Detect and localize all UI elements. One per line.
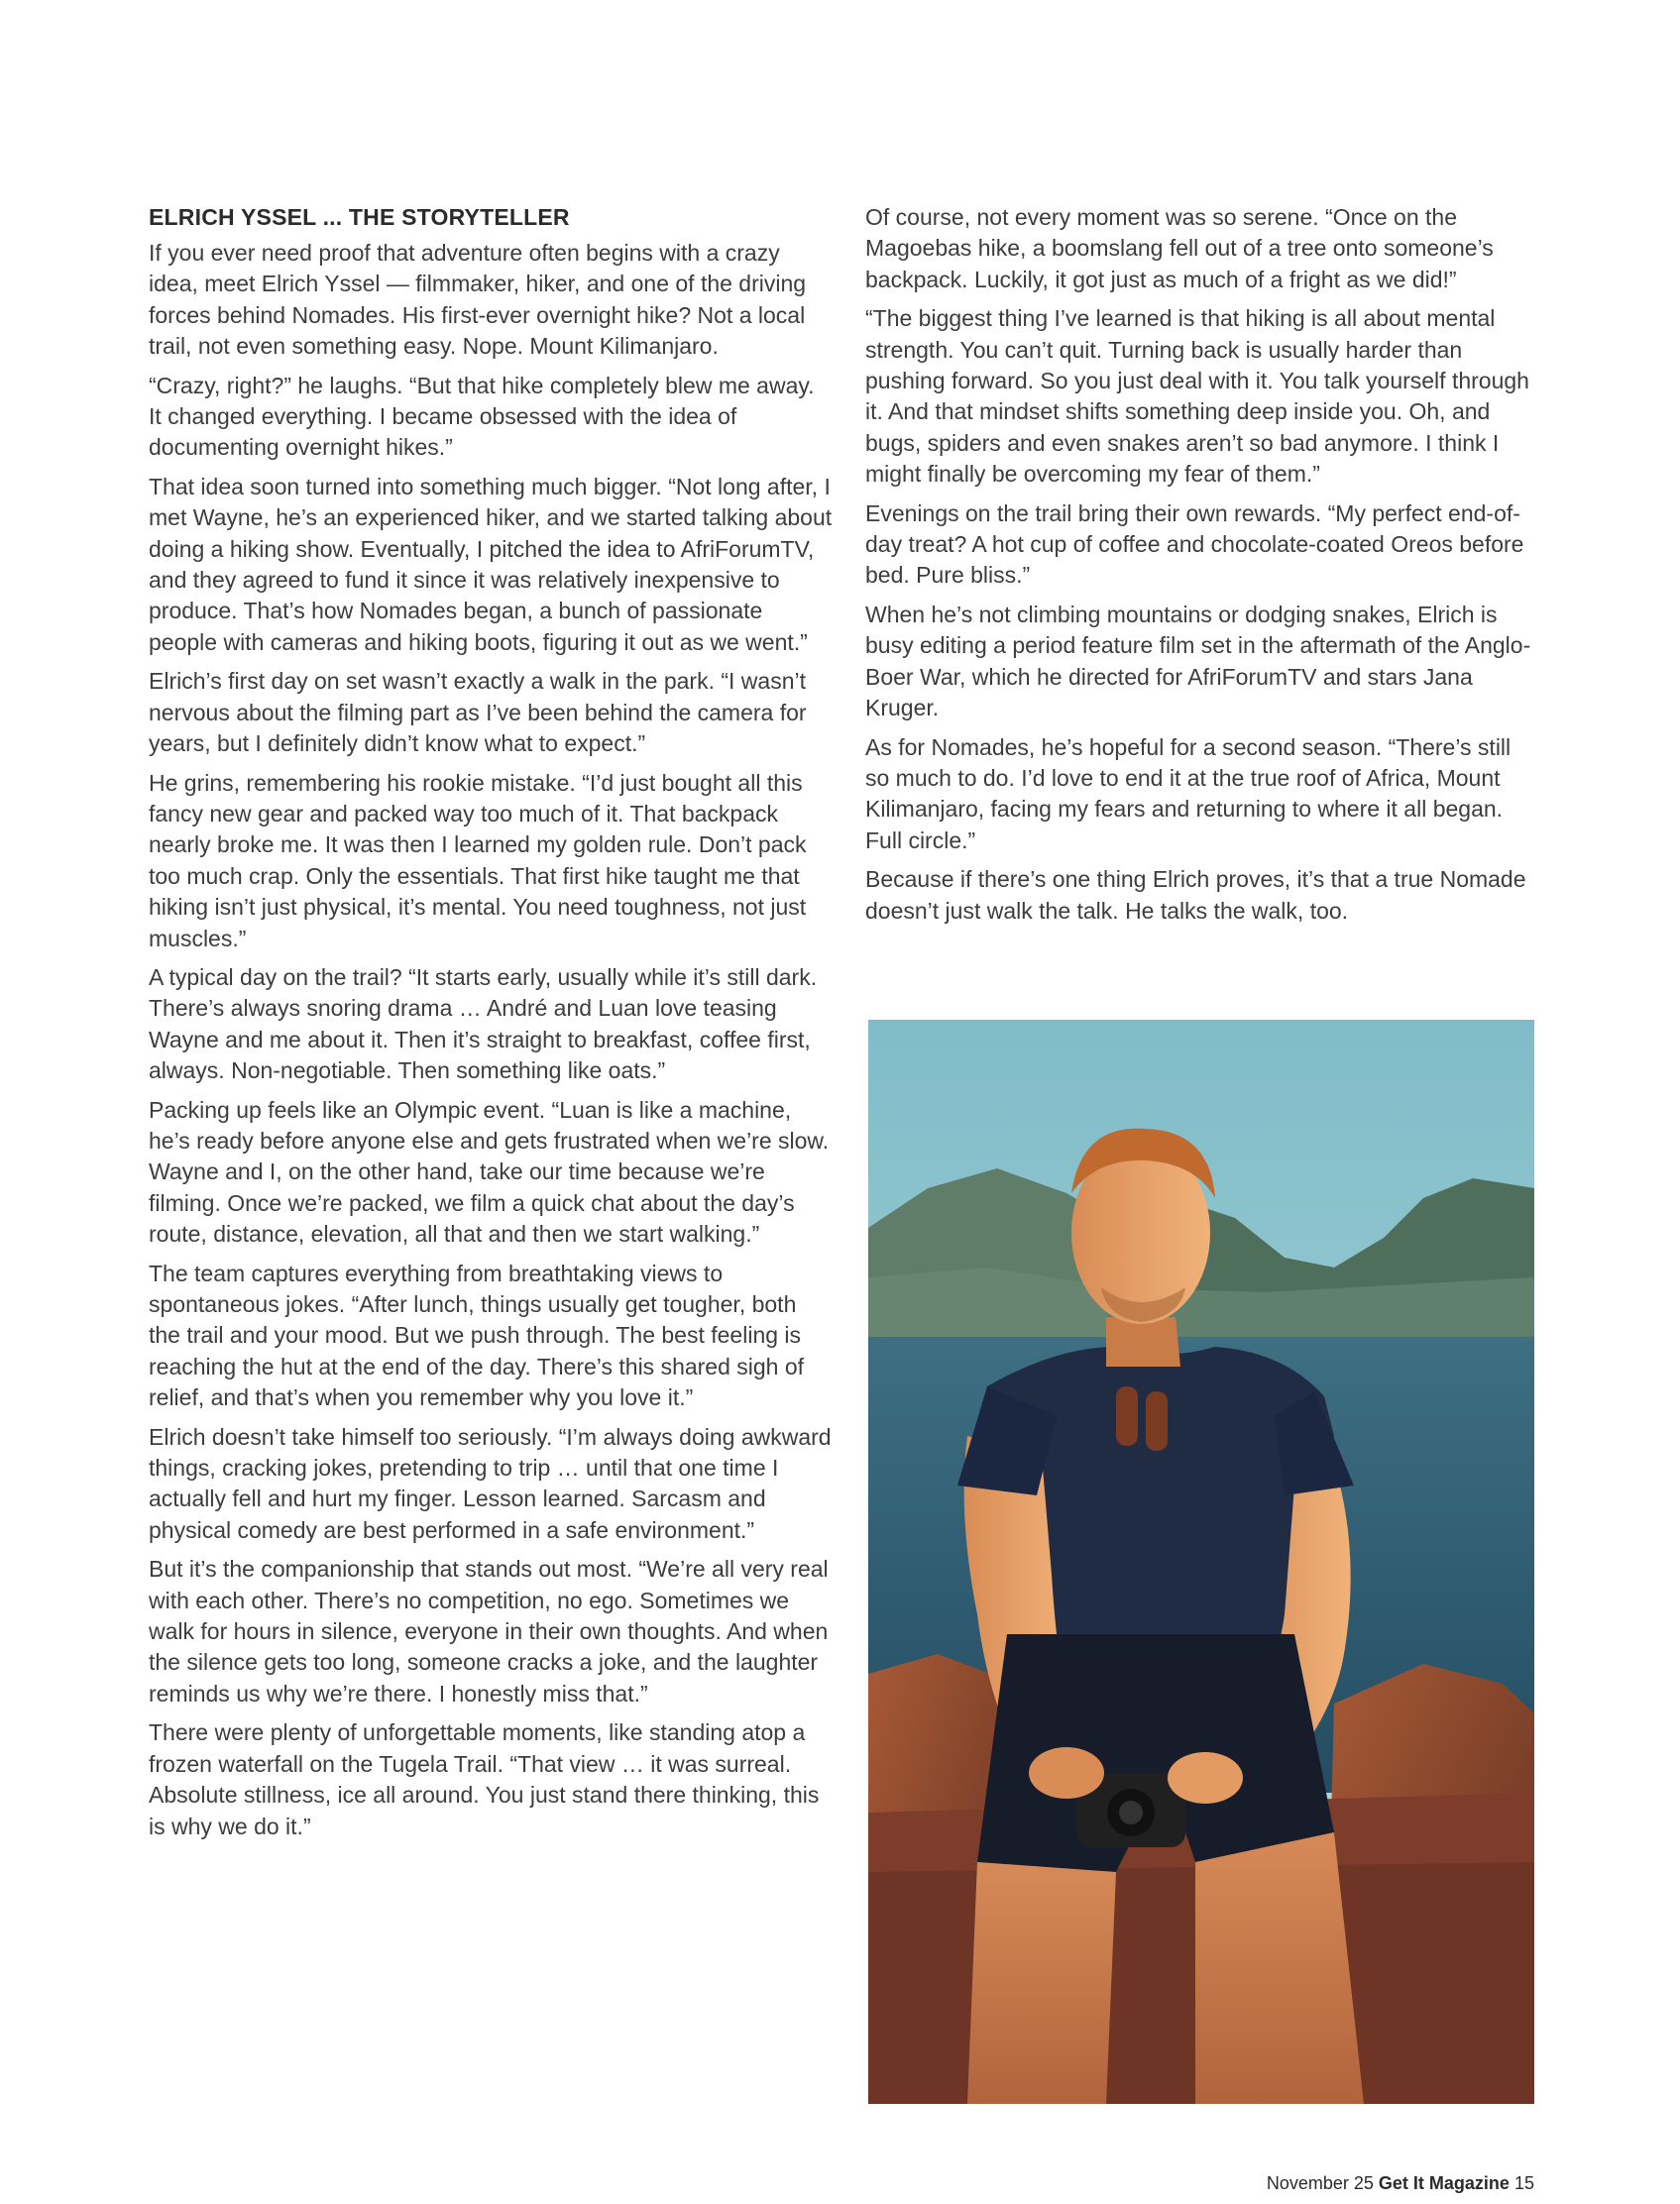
article-paragraph: Elrich doesn’t take himself too seriously. “I’m always doing awkward things, cracking jokes, pretending to trip … until that one time I actually fell and hurt my finger. Lesson learned. Sarcasm and physical comedy are best performed in a safe environment.”	[149, 1423, 832, 1543]
article-paragraph: Packing up feels like an Olympic event. “Luan is like a machine, he’s ready before anyone else and gets frustrated when we’re slow. Wayne and I, on the other hand, take our time because we’re filming. Once we’re packed, we film a quick chat about the day’s route, distance, elevation, all that and then we start walking.”	[149, 1096, 830, 1248]
portrait-illustration	[868, 1020, 1534, 2104]
article-paragraph: Elrich’s first day on set wasn’t exactly a walk in the park. “I wasn’t nervous about the filming part as I’ve been behind the camera for years, but I definitely didn’t know what to expect.”	[149, 668, 807, 757]
article-paragraph: “Crazy, right?” he laughs. “But that hike completely blew me away. It changed everything. I became obsessed with the idea of documenting overnight hikes.”	[149, 372, 815, 461]
article-paragraph: He grins, remembering his rookie mistake. “I’d just bought all this fancy new gear and packed way too much of it. That backpack nearly broke me. It was then I learned my golden rule. Don’t pack too much crap. Only the essentials. That first hike taught me that hiking isn’t just physical, it’s mental. You need toughness, not just muscles.”	[149, 769, 807, 951]
article-paragraph: Evenings on the trail bring their own rewards. “My perfect end-of-day treat? A hot cup of coffee and chocolate-coated Oreos before bed. Pure bliss.”	[865, 499, 1524, 589]
article-paragraph: That idea soon turned into something much bigger. “Not long after, I met Wayne, he’s an experienced hiker, and we started talking about doing a hiking show. Eventually, I pitched the idea to AfriForumTV, and they agreed to fund it since it was relatively inexpensive to produce. That’s how Nomades began, a bunch of passionate people with cameras and hiking boots, figuring it out as we went.”	[149, 473, 833, 655]
article-paragraph: Because if there’s one thing Elrich proves, it’s that a true Nomade doesn’t just walk the talk. He talks the walk, too.	[865, 866, 1526, 924]
portrait-photo	[868, 1020, 1534, 2104]
article-paragraph: There were plenty of unforgettable moments, like standing atop a frozen waterfall on the Tugela Trail. “That view … it was surreal. Absolute stillness, ice all around. You just stand there thinking, this is why we do it.”	[149, 1719, 820, 1839]
article-paragraph: But it’s the companionship that stands out most. “We’re all very real with each other. There’s no competition, no ego. Sometimes we walk for hours in silence, everyone in their own thoughts. And when the silence gets too long, someone cracks a joke, and the laughter reminds us why we’re there. I honestly miss that.”	[149, 1556, 829, 1707]
article-paragraph: When he’s not climbing mountains or dodging snakes, Elrich is busy editing a period feature film set in the aftermath of the Anglo-Boer War, which he directed for AfriForumTV and stars Jana Kruger.	[865, 601, 1531, 721]
article-paragraph: The team captures everything from breathtaking views to spontaneous jokes. “After lunch, things usually get tougher, both the trail and your mood. But we push through. The best feeling is reaching the hut at the end of the day. There’s this shared sigh of relief, and that’s when you remember why you love it.”	[149, 1260, 805, 1411]
article-column-left	[149, 202, 833, 1850]
footer-issue: November 25	[1266, 2173, 1374, 2193]
article-paragraph: If you ever need proof that adventure often begins with a crazy idea, meet Elrich Yssel — filmmaker, hiker, and one of the driving forces behind Nomades. His first-ever overnight hike? Not a local trail, not even something easy. Nope. Mount Kilimanjaro.	[149, 240, 807, 360]
article-paragraph: “The biggest thing I’ve learned is that hiking is all about mental strength. You can’t quit. Turning back is usually harder than pushing forward. So you just deal with it. You talk yourself through it. And that mindset shifts something deep inside you. Oh, and bugs, spiders and even snakes aren’t so bad anymore. I think I might finally be overcoming my fear of them.”	[865, 305, 1529, 488]
article-paragraph: As for Nomades, he’s hopeful for a second season. “There’s still so much to do. I’d love to end it at the true roof of Africa, Mount Kilimanjaro, facing my fears and returning to where it all began. Full circle.”	[865, 733, 1512, 853]
article-column-right	[865, 202, 1531, 935]
article-paragraph: Of course, not every moment was so serene. “Once on the Magoebas hike, a boomslang fell out of a tree onto someone’s backpack. Luckily, it got just as much of a fright as we did!”	[865, 204, 1494, 292]
footer-page-number: 15	[1513, 2173, 1534, 2193]
footer-publication: Get It Magazine	[1378, 2173, 1510, 2193]
page-footer	[1267, 2173, 1534, 2194]
article-paragraph: A typical day on the trail? “It starts early, usually while it’s still dark. There’s always snoring drama … André and Luan love teasing Wayne and me about it. Then it’s straight to breakfast, coffee first, always. Non-negotiable. Then something like oats.”	[149, 963, 818, 1084]
section-heading: ELRICH YSSEL ... THE STORYTELLER	[149, 204, 570, 230]
